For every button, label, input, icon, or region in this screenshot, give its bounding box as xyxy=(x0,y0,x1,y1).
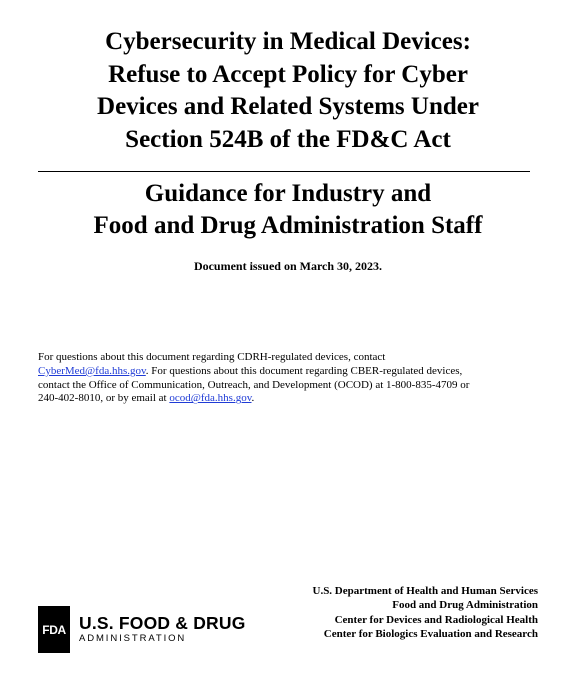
contact-text: 240-402-8010, or by email at xyxy=(38,392,170,405)
contact-line xyxy=(38,392,548,406)
issue-date: Document issued on March 30, 2023. xyxy=(193,259,383,273)
contact-line: contact the Office of Communication, Outreach, and Development (OCOD) at 1-800-835-4709 or xyxy=(38,378,470,391)
document-subtitle xyxy=(20,178,556,242)
logo-sub-text: ADMINISTRATION xyxy=(79,633,187,644)
title-divider xyxy=(38,171,530,172)
subtitle-line: Food and Drug Administration Staff xyxy=(93,212,483,239)
contact-line: For questions about this document regarding CDRH-regulated devices, contact xyxy=(38,351,386,363)
title-line: Refuse to Accept Policy for Cyber xyxy=(108,60,468,88)
fda-logo-mark: FDA xyxy=(38,606,70,653)
logo-main-text: U.S. FOOD & DRUG xyxy=(79,613,246,633)
fda-logo-wordmark xyxy=(79,614,246,645)
contact-paragraph xyxy=(38,351,548,406)
title-line: Devices and Related Systems Under xyxy=(97,93,479,120)
contact-text: . xyxy=(251,392,255,405)
title-line: Cybersecurity in Medical Devices: xyxy=(105,28,471,55)
ocod-email-link[interactable]: ocod@fda.hhs.gov xyxy=(169,392,252,405)
agency-list xyxy=(313,584,539,642)
subtitle-line: Guidance for Industry and xyxy=(144,180,432,207)
agency-line: U.S. Department of Health and Human Services xyxy=(312,585,538,597)
fda-logo xyxy=(38,606,246,653)
agency-line: Center for Devices and Radiological Health xyxy=(334,613,538,626)
cybermed-email-link[interactable]: CyberMed@fda.hhs.gov xyxy=(38,364,146,377)
contact-line xyxy=(38,365,548,379)
title-line: Section 524B of the FD&C Act xyxy=(125,125,451,153)
document-title xyxy=(20,26,556,156)
contact-text: . For questions about this document regarding CBER-regulated devices, xyxy=(145,364,463,377)
agency-line: Food and Drug Administration xyxy=(392,599,538,612)
agency-line: Center for Biologics Evaluation and Research xyxy=(323,628,538,641)
